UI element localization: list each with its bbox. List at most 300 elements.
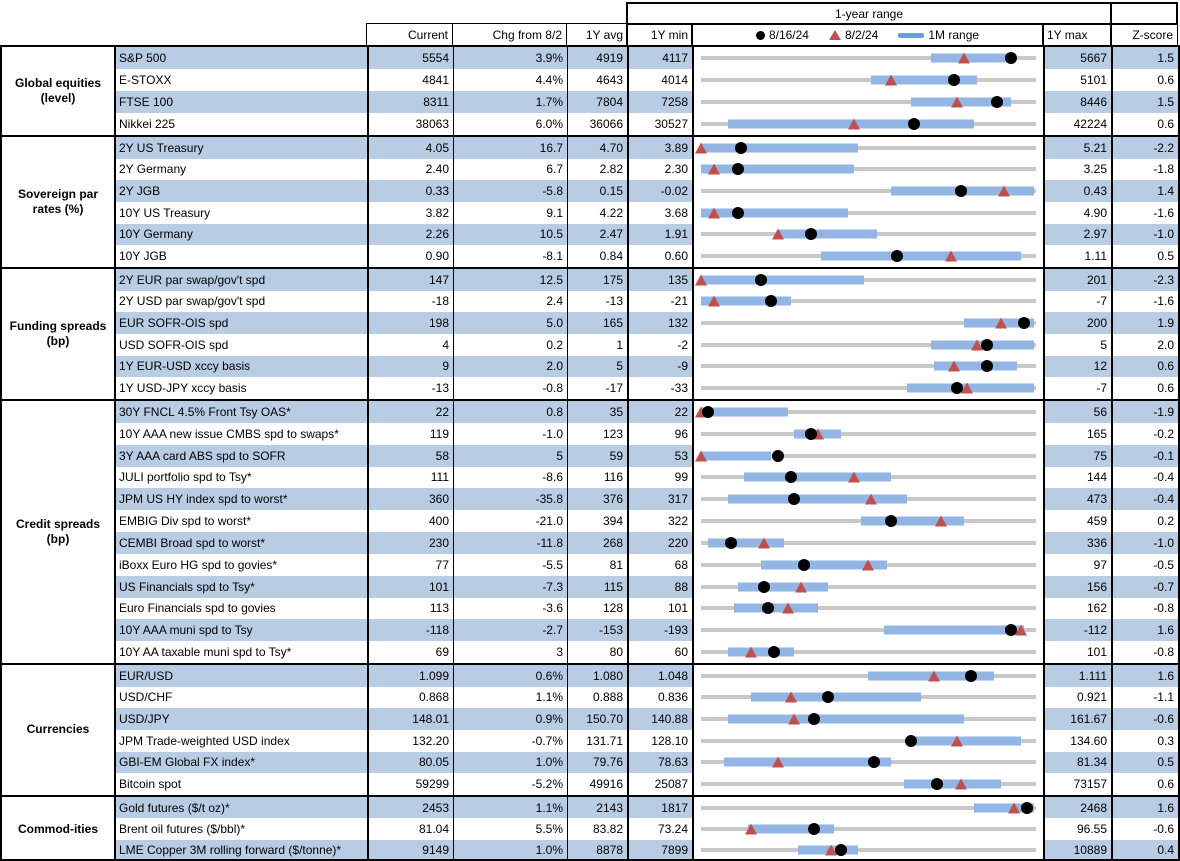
range-chart — [694, 159, 1045, 181]
cell-zscore: -1.1 — [1153, 690, 1174, 705]
cell-current: 1.099 — [369, 665, 454, 687]
column-header-1y-max: 1Y max — [1043, 23, 1112, 47]
cell-1y-min: 101 — [629, 598, 694, 620]
cell-zscore: -1.0 — [1113, 532, 1178, 554]
cell-1y-min: 140.88 — [629, 708, 694, 730]
current-dot-marker — [805, 428, 817, 440]
prior-triangle-marker — [848, 472, 860, 483]
range-chart — [694, 224, 1045, 246]
row-name: 10Y AAA muni spd to Tsy — [116, 619, 369, 641]
section-sovereign-par-rates — [2, 135, 1178, 267]
prior-triangle-marker — [951, 97, 963, 108]
cell-1y-min: 60 — [629, 641, 694, 663]
cell-chg-from-8-2: 16.7 — [454, 137, 568, 159]
cell-1y-avg: -13 — [568, 291, 629, 313]
legend-label-prior: 8/2/24 — [844, 28, 879, 42]
one-month-range-bar — [728, 495, 908, 504]
row-name: 10Y AA taxable muni spd to Tsy* — [116, 641, 369, 663]
current-dot-marker — [951, 382, 963, 394]
prior-triangle-marker — [772, 757, 784, 768]
current-dot-icon — [756, 31, 765, 40]
category-label: Funding spreads (bp) — [2, 269, 116, 399]
cell-1y-avg: -17 — [568, 377, 629, 399]
row-name: Euro Financials spd to govies — [116, 598, 369, 620]
cell-1y-max: 200 — [1045, 312, 1113, 334]
cell-chg-from-8-2: 1.1% — [454, 797, 568, 818]
range-chart — [694, 576, 1045, 598]
one-month-range-bar — [751, 693, 921, 702]
cell-1y-min: -21 — [629, 291, 694, 313]
cell-1y-min: 78.63 — [629, 752, 694, 774]
cell-1y-max: 3.25 — [1045, 159, 1113, 181]
row-name: JULI portfolio spd to Tsy* — [116, 467, 369, 489]
cell-chg-from-8-2: 1.7% — [454, 91, 568, 113]
cell-1y-max: 12 — [1045, 356, 1113, 378]
prior-triangle-marker — [935, 516, 947, 527]
cell-chg-from-8-2: -8.1 — [454, 245, 568, 267]
current-dot-marker — [805, 228, 817, 240]
cell-1y-min: 220 — [629, 532, 694, 554]
row-name: CEMBI Broad spd to worst* — [116, 532, 369, 554]
cell-chg-from-8-2: 6.0% — [454, 113, 568, 135]
range-chart — [694, 334, 1045, 356]
row-name: JPM Trade-weighted USD index — [116, 730, 369, 752]
row-name: 10Y Germany — [116, 224, 369, 246]
cell-chg-from-8-2: 0.8 — [454, 401, 568, 423]
cell-1y-max: -7 — [1045, 291, 1113, 313]
cell-current: 0.33 — [369, 180, 454, 202]
current-dot-marker — [725, 537, 737, 549]
range-chart — [694, 619, 1045, 641]
one-month-range-bar — [701, 275, 864, 284]
cell-1y-min: 68 — [629, 554, 694, 576]
cell-1y-min: 3.89 — [629, 137, 694, 159]
cell-1y-min: 22 — [629, 401, 694, 423]
category-label: Sovereign par rates (%) — [2, 137, 116, 267]
cell-current: 4.05 — [369, 137, 454, 159]
cell-chg-from-8-2: -0.7% — [454, 730, 568, 752]
cell-1y-min: 2.30 — [629, 159, 694, 181]
prior-triangle-marker — [745, 823, 757, 834]
row-name: EUR SOFR-OIS spd — [116, 312, 369, 334]
cell-1y-avg: 175 — [568, 269, 629, 291]
cell-1y-min: 4014 — [629, 69, 694, 91]
cell-current: -18 — [369, 291, 454, 313]
cell-1y-avg: 4643 — [568, 69, 629, 91]
cell-1y-max: 1.111 — [1045, 665, 1113, 687]
cell-1y-max: 2.97 — [1045, 224, 1113, 246]
cell-zscore: 1.6 — [1113, 665, 1178, 687]
cell-1y-max: 0.921 — [1045, 687, 1113, 709]
one-month-range-bar — [701, 143, 858, 152]
cell-1y-avg: 49916 — [568, 773, 629, 795]
cell-current: 8311 — [369, 91, 454, 113]
current-dot-marker — [768, 646, 780, 658]
one-month-range-bar — [861, 517, 964, 526]
cell-zscore: 1.6 — [1113, 797, 1178, 818]
cell-current: 38063 — [369, 113, 454, 135]
cell-chg-from-8-2: 2.4 — [454, 291, 568, 313]
cell-1y-avg: 128 — [568, 598, 629, 620]
cell-1y-max: 2468 — [1045, 797, 1113, 818]
current-dot-marker — [1018, 317, 1030, 329]
cell-current: 81.04 — [369, 818, 454, 839]
range-chart — [694, 47, 1045, 69]
range-track — [701, 848, 1036, 852]
row-name: S&P 500 — [116, 47, 369, 69]
cell-1y-min: 7258 — [629, 91, 694, 113]
prior-triangle-marker — [695, 450, 707, 461]
cell-1y-min: -2 — [629, 334, 694, 356]
cell-1y-max: 144 — [1045, 467, 1113, 489]
one-month-range-bar — [931, 54, 1014, 63]
row-name: 30Y FNCL 4.5% Front Tsy OAS* — [116, 401, 369, 423]
prior-triangle-marker — [788, 714, 800, 725]
cell-1y-max: 5.21 — [1045, 137, 1113, 159]
prior-triangle-marker — [948, 361, 960, 372]
row-name: 1Y USD-JPY xccy basis — [116, 377, 369, 399]
prior-triangle-marker — [782, 603, 794, 614]
range-chart — [694, 687, 1045, 709]
range-chart — [694, 202, 1045, 224]
one-month-range-bar — [884, 626, 1024, 635]
cell-chg-from-8-2: -3.6 — [454, 598, 568, 620]
prior-triangle-marker — [958, 53, 970, 64]
cell-current: 5554 — [369, 47, 454, 69]
prior-triangle-marker — [745, 647, 757, 658]
cell-current: 132.20 — [369, 730, 454, 752]
cell-zscore: 0.6 — [1157, 117, 1174, 131]
one-month-range-bar — [748, 824, 835, 833]
cell-1y-max: 156 — [1045, 576, 1113, 598]
cell-current: 80.05 — [369, 752, 454, 774]
current-dot-marker — [1021, 802, 1033, 814]
cell-current: 111 — [369, 467, 454, 489]
current-dot-marker — [732, 207, 744, 219]
cell-chg-from-8-2: -35.8 — [454, 488, 568, 510]
current-dot-marker — [758, 581, 770, 593]
current-dot-marker — [798, 559, 810, 571]
cell-chg-from-8-2: 12.5 — [454, 269, 568, 291]
row-name: USD/CHF — [116, 687, 369, 709]
cell-1y-max: 96.55 — [1045, 818, 1113, 839]
range-chart — [694, 69, 1045, 91]
cell-1y-max: 201 — [1045, 269, 1113, 291]
cell-current: -13 — [369, 377, 454, 399]
cell-zscore: 0.4 — [1113, 840, 1178, 861]
range-track — [701, 78, 1036, 82]
row-name: Brent oil futures ($/bbl)* — [116, 818, 369, 839]
one-month-range-bar — [728, 648, 795, 657]
range-chart — [694, 445, 1045, 467]
cell-1y-max: 162 — [1045, 598, 1113, 620]
row-name: 2Y USD par swap/gov't spd — [116, 291, 369, 313]
cell-zscore: 1.5 — [1113, 47, 1178, 69]
cell-1y-avg: 36066 — [568, 113, 629, 135]
column-header-1y-avg: 1Y avg — [566, 23, 628, 47]
cell-chg-from-8-2: -2.7 — [454, 619, 568, 641]
current-dot-marker — [732, 163, 744, 175]
range-chart — [694, 137, 1045, 159]
cell-1y-avg: 4.22 — [568, 202, 629, 224]
row-name: LME Copper 3M rolling forward ($/tonne)* — [116, 840, 369, 861]
cell-chg-from-8-2: -5.5 — [454, 554, 568, 576]
cell-chg-from-8-2: 3.9% — [454, 47, 568, 69]
row-name: GBI-EM Global FX index* — [116, 752, 369, 774]
prior-triangle-marker — [955, 779, 967, 790]
table-header — [0, 0, 1180, 47]
one-month-range-bar — [701, 208, 848, 217]
cell-chg-from-8-2: 5.0 — [454, 312, 568, 334]
row-name: USD/JPY — [116, 708, 369, 730]
cell-zscore: -0.4 — [1113, 488, 1178, 510]
cell-1y-avg: 2.82 — [568, 159, 629, 181]
range-chart — [694, 91, 1045, 113]
cell-chg-from-8-2: 1.1% — [454, 687, 568, 709]
cell-zscore: 0.5 — [1157, 249, 1174, 264]
prior-triangle-marker — [951, 735, 963, 746]
current-dot-marker — [981, 360, 993, 372]
cell-1y-min: 0.836 — [629, 687, 694, 709]
one-month-range-bar — [708, 538, 785, 547]
cell-1y-min: 322 — [629, 510, 694, 532]
cell-chg-from-8-2: -21.0 — [454, 510, 568, 532]
current-dot-marker — [908, 118, 920, 130]
current-dot-marker — [1005, 52, 1017, 64]
prior-triangle-marker — [695, 142, 707, 153]
current-dot-marker — [948, 74, 960, 86]
range-chart — [694, 467, 1045, 489]
cell-current: 119 — [369, 423, 454, 445]
current-dot-marker — [772, 450, 784, 462]
cell-1y-avg: 80 — [568, 641, 629, 663]
current-dot-marker — [702, 406, 714, 418]
cell-1y-avg: 394 — [568, 510, 629, 532]
range-chart — [694, 269, 1045, 291]
cell-1y-avg: 7804 — [568, 91, 629, 113]
range-chart — [694, 312, 1045, 334]
cell-chg-from-8-2: -1.0 — [454, 423, 568, 445]
cell-chg-from-8-2: -7.3 — [454, 576, 568, 598]
row-name: USD SOFR-OIS spd — [116, 334, 369, 356]
one-month-range-bar — [934, 362, 1017, 371]
cell-current: 2.40 — [369, 159, 454, 181]
cell-chg-from-8-2: -5.8 — [454, 180, 568, 202]
prior-triangle-marker — [795, 581, 807, 592]
cell-1y-max: 42224 — [1045, 113, 1113, 135]
row-name: 2Y EUR par swap/gov't spd — [116, 269, 369, 291]
cell-1y-min: 4117 — [629, 47, 694, 69]
cell-1y-avg: 35 — [568, 401, 629, 423]
cell-1y-max: 101 — [1045, 641, 1113, 663]
one-month-range-bar — [911, 736, 1021, 745]
cell-1y-max: 336 — [1045, 532, 1113, 554]
cell-1y-max: 5101 — [1045, 69, 1113, 91]
range-chart — [694, 488, 1045, 510]
cell-chg-from-8-2: 10.5 — [454, 224, 568, 246]
cell-zscore: -2.3 — [1113, 269, 1178, 291]
one-month-range-bar — [701, 407, 788, 416]
current-dot-marker — [735, 142, 747, 154]
cell-1y-avg: 5 — [568, 356, 629, 378]
range-chart — [694, 377, 1045, 399]
cell-current: 400 — [369, 510, 454, 532]
cell-1y-max: -7 — [1045, 377, 1113, 399]
cell-current: 101 — [369, 576, 454, 598]
prior-triangle-marker — [945, 251, 957, 262]
cell-1y-avg: 268 — [568, 532, 629, 554]
cell-1y-avg: 0.15 — [568, 180, 629, 202]
cell-zscore: 1.9 — [1113, 312, 1178, 334]
cell-1y-max: -112 — [1045, 619, 1113, 641]
cell-current: 4 — [369, 334, 454, 356]
current-dot-marker — [765, 295, 777, 307]
row-name: 10Y US Treasury — [116, 202, 369, 224]
cell-1y-avg: 2.47 — [568, 224, 629, 246]
prior-triangle-marker — [708, 164, 720, 175]
cell-zscore: -0.6 — [1113, 708, 1178, 730]
range-chart — [694, 818, 1045, 839]
row-name: 10Y AAA new issue CMBS spd to swaps* — [116, 423, 369, 445]
row-name: US Financials spd to Tsy* — [116, 576, 369, 598]
range-track — [701, 432, 1036, 436]
cell-zscore: -0.4 — [1153, 470, 1174, 485]
one-month-range-bar — [728, 715, 964, 724]
cell-zscore: -0.1 — [1113, 445, 1178, 467]
cell-zscore: -1.6 — [1153, 294, 1174, 309]
cell-1y-max: 10889 — [1045, 840, 1113, 861]
prior-triangle-marker — [995, 318, 1007, 329]
cell-current: 360 — [369, 488, 454, 510]
zscore-header-spacer — [1110, 2, 1178, 25]
row-name: FTSE 100 — [116, 91, 369, 113]
cell-zscore: -1.6 — [1153, 205, 1174, 220]
section-currencies — [2, 663, 1178, 795]
cell-current: 22 — [369, 401, 454, 423]
range-chart — [694, 840, 1045, 861]
current-dot-marker — [965, 670, 977, 682]
range-chart — [694, 510, 1045, 532]
cell-1y-avg: 4.70 — [568, 137, 629, 159]
current-dot-marker — [891, 250, 903, 262]
cell-1y-avg: 123 — [568, 423, 629, 445]
current-dot-marker — [762, 602, 774, 614]
cell-1y-max: 56 — [1045, 401, 1113, 423]
column-header-1y-min: 1Y min — [626, 23, 693, 47]
cell-zscore: -1.8 — [1153, 162, 1174, 177]
cell-current: 147 — [369, 269, 454, 291]
category-label: Currencies — [2, 665, 116, 795]
cell-1y-max: 0.43 — [1045, 180, 1113, 202]
current-dot-marker — [885, 515, 897, 527]
one-month-range-bar — [821, 252, 1021, 261]
row-name: E-STOXX — [116, 69, 369, 91]
legend-item-prior — [829, 28, 878, 42]
cell-1y-avg: 83.82 — [568, 818, 629, 839]
prior-triangle-marker — [695, 274, 707, 285]
cell-1y-avg: -153 — [568, 619, 629, 641]
one-month-range-bar — [701, 165, 854, 174]
cell-1y-avg: 1.080 — [568, 665, 629, 687]
legend-item-1m-range — [898, 28, 979, 42]
cell-1y-min: 1817 — [629, 797, 694, 818]
cell-1y-max: 161.67 — [1045, 708, 1113, 730]
cell-1y-min: 317 — [629, 488, 694, 510]
current-dot-marker — [981, 339, 993, 351]
cell-1y-min: 1.91 — [629, 224, 694, 246]
cell-current: 2.26 — [369, 224, 454, 246]
row-name: 1Y EUR-USD xccy basis — [116, 356, 369, 378]
cell-current: 230 — [369, 532, 454, 554]
cell-1y-avg: 8878 — [568, 840, 629, 861]
cell-1y-min: 3.68 — [629, 202, 694, 224]
one-month-range-bar — [904, 780, 1001, 789]
cell-chg-from-8-2: -0.8 — [454, 377, 568, 399]
row-name: EUR/USD — [116, 665, 369, 687]
cell-current: 58 — [369, 445, 454, 467]
section-credit-spreads-bp — [2, 399, 1178, 663]
prior-triangle-marker — [708, 296, 720, 307]
cell-zscore: -0.8 — [1153, 601, 1174, 616]
range-chart — [694, 797, 1045, 818]
current-dot-marker — [785, 471, 797, 483]
cell-zscore: 0.2 — [1157, 514, 1174, 529]
range-chart — [694, 180, 1045, 202]
data-table — [0, 45, 1180, 861]
row-name: Nikkei 225 — [116, 113, 369, 135]
range-chart — [694, 708, 1045, 730]
cell-1y-avg: 0.888 — [568, 687, 629, 709]
row-name: 2Y US Treasury — [116, 137, 369, 159]
cell-zscore: 1.6 — [1113, 619, 1178, 641]
cell-chg-from-8-2: -11.8 — [454, 532, 568, 554]
cell-chg-from-8-2: 9.1 — [454, 202, 568, 224]
cell-chg-from-8-2: 5 — [454, 445, 568, 467]
prior-triangle-marker — [848, 119, 860, 130]
current-dot-marker — [868, 756, 880, 768]
prior-triangle-marker — [862, 559, 874, 570]
cell-zscore: 0.6 — [1157, 381, 1174, 396]
cell-current: 148.01 — [369, 708, 454, 730]
range-chart — [694, 291, 1045, 313]
cell-zscore: 0.5 — [1113, 752, 1178, 774]
cell-1y-max: 81.34 — [1045, 752, 1113, 774]
range-chart — [694, 665, 1045, 687]
cell-chg-from-8-2: 1.0% — [454, 840, 568, 861]
range-chart — [694, 730, 1045, 752]
cell-current: 59299 — [369, 773, 454, 795]
cell-1y-avg: 0.84 — [568, 245, 629, 267]
cell-1y-min: -0.02 — [629, 180, 694, 202]
range-legend — [691, 23, 1044, 47]
category-label: Commod-ities — [2, 797, 116, 861]
current-dot-marker — [835, 844, 847, 856]
cell-1y-min: 99 — [629, 467, 694, 489]
cell-zscore: -0.6 — [1153, 821, 1174, 836]
cell-1y-avg: 79.76 — [568, 752, 629, 774]
cell-1y-max: 165 — [1045, 423, 1113, 445]
current-dot-marker — [955, 185, 967, 197]
current-dot-marker — [808, 713, 820, 725]
cell-zscore: -1.9 — [1113, 401, 1178, 423]
cell-1y-min: 73.24 — [629, 818, 694, 839]
row-name: JPM US HY index spd to worst* — [116, 488, 369, 510]
prior-triangle-icon — [829, 30, 841, 40]
cell-1y-avg: 4919 — [568, 47, 629, 69]
section-funding-spreads-bp — [2, 267, 1178, 399]
cell-zscore: -0.8 — [1153, 645, 1174, 660]
current-dot-marker — [808, 823, 820, 835]
